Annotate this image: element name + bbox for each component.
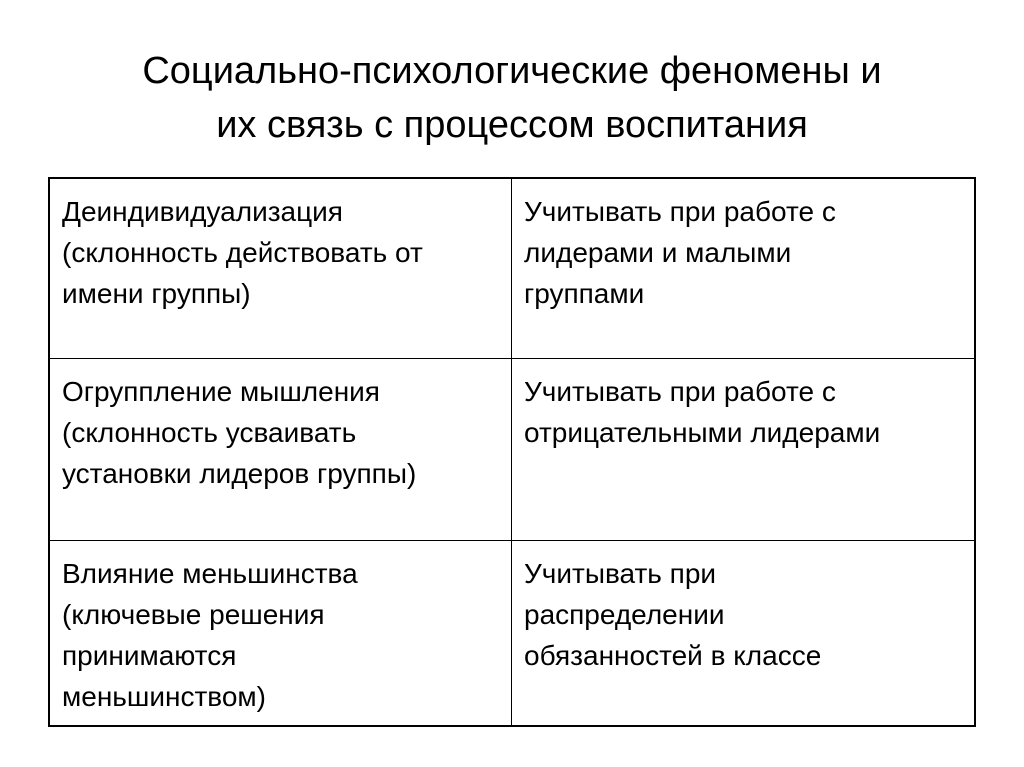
- slide-title-line: Социально-психологические феномены и: [142, 50, 882, 92]
- cell-text-line: Влияние меньшинства: [62, 558, 358, 589]
- table-cell-phenomenon: [50, 179, 512, 359]
- table-cell-recommendation: [512, 179, 974, 359]
- table-cell-phenomenon: [50, 359, 512, 541]
- cell-text-line: лидерами и малыми: [524, 237, 792, 268]
- cell-text-line: установки лидеров группы): [62, 458, 417, 489]
- cell-text-line: распределении: [524, 599, 725, 630]
- cell-text-line: (ключевые решения: [62, 599, 325, 630]
- cell-text-line: Деиндивидуализация: [62, 196, 343, 227]
- cell-text-line: Учитывать при работе с: [524, 196, 836, 227]
- cell-text-line: имени группы): [62, 278, 251, 309]
- cell-text-line: Учитывать при: [524, 558, 717, 589]
- table-cell-recommendation: [512, 359, 974, 541]
- slide-title-line: их связь с процессом воспитания: [216, 104, 808, 146]
- cell-text-line: отрицательными лидерами: [524, 417, 881, 448]
- phenomena-table: [48, 177, 976, 727]
- slide-title: [40, 44, 984, 152]
- table-cell-phenomenon: [50, 541, 512, 725]
- cell-text-line: меньшинством): [62, 681, 266, 712]
- cell-text-line: обязанностей в классе: [524, 640, 822, 671]
- cell-text-line: Учитывать при работе с: [524, 376, 836, 407]
- cell-text-line: принимаются: [62, 640, 237, 671]
- cell-text-line: (склонность действовать от: [62, 237, 423, 268]
- cell-text-line: Огруппление мышления: [62, 376, 380, 407]
- cell-text-line: (склонность усваивать: [62, 417, 357, 448]
- table-cell-recommendation: [512, 541, 974, 725]
- cell-text-line: группами: [524, 278, 645, 309]
